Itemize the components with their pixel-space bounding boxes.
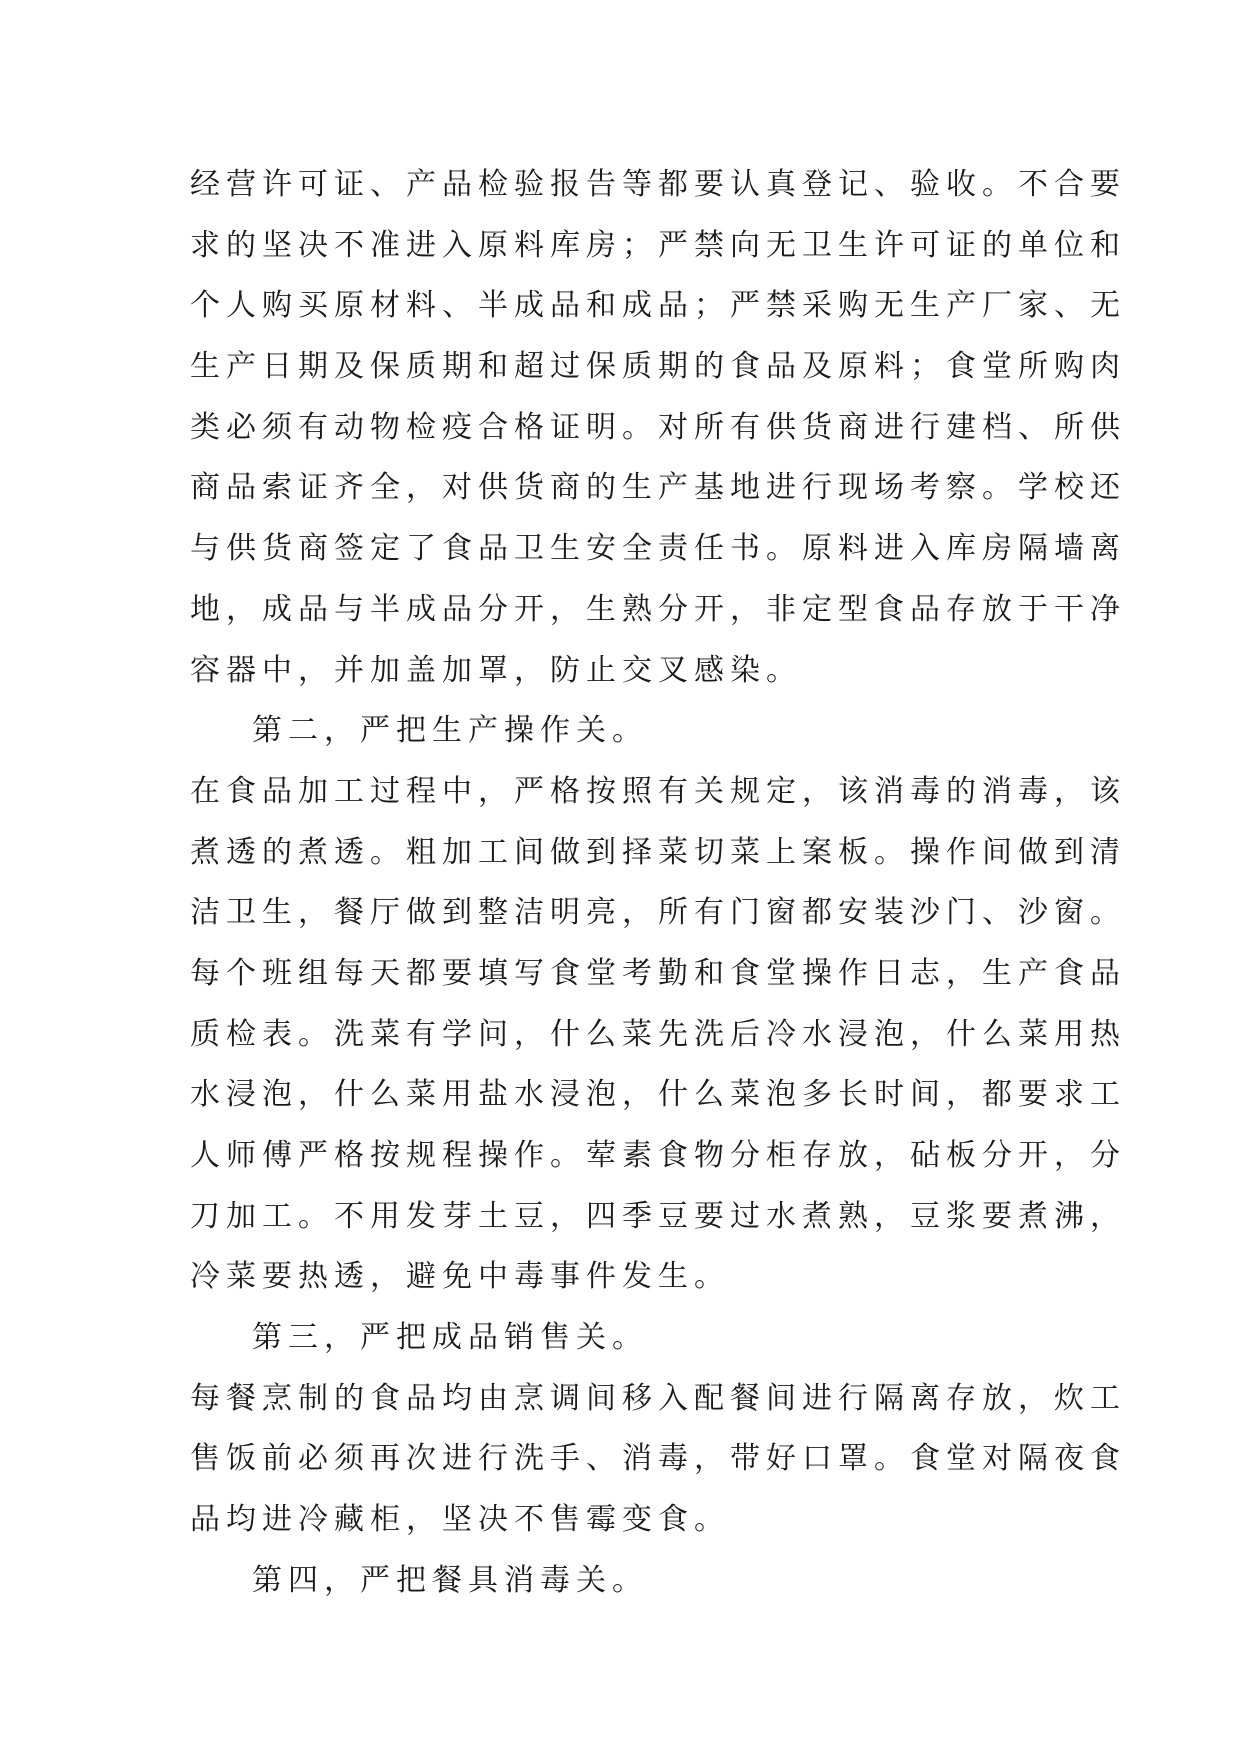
paragraph-line: 生产日期及保质期和超过保质期的食品及原料；食堂所购肉 xyxy=(190,349,1126,385)
paragraph-line: 与供货商签定了食品卫生安全责任书。原料进入库房隔墙离 xyxy=(190,531,1126,567)
paragraph-line: 求的坚决不准进入原料库房；严禁向无卫生许可证的单位和 xyxy=(190,227,1126,263)
paragraph-line: 每个班组每天都要填写食堂考勤和食堂操作日志，生产食品 xyxy=(190,955,1126,991)
paragraph-line: 经营许可证、产品检验报告等都要认真登记、验收。不合要 xyxy=(190,167,1126,202)
paragraph-line: 容器中，并加盖加罩，防止交叉感染。 xyxy=(190,652,802,688)
paragraph-line: 每餐烹制的食品均由烹调间移入配餐间进行隔离存放，炊工 xyxy=(190,1380,1126,1416)
paragraph-line: 洁卫生，餐厅做到整洁明亮，所有门窗都安装沙门、沙窗。 xyxy=(190,895,1126,931)
paragraph-line: 水浸泡，什么菜用盐水浸泡，什么菜泡多长时间，都要求工 xyxy=(190,1077,1126,1113)
paragraph-line: 在食品加工过程中，严格按照有关规定，该消毒的消毒，该 xyxy=(190,773,1126,809)
paragraph-line: 质检表。洗菜有学问，什么菜先洗后冷水浸泡，什么菜用热 xyxy=(190,1016,1126,1052)
paragraph-line: 商品索证齐全，对供货商的生产基地进行现场考察。学校还 xyxy=(190,470,1126,506)
document-body xyxy=(190,155,1126,1612)
paragraph-line: 个人购买原材料、半成品和成品；严禁采购无生产厂家、无 xyxy=(190,288,1126,324)
paragraph-line: 冷菜要热透，避免中毒事件发生。 xyxy=(190,1259,730,1295)
paragraph-line: 煮透的煮透。粗加工间做到择菜切菜上案板。操作间做到清 xyxy=(190,834,1126,870)
section-heading: 第二，严把生产操作关。 xyxy=(252,713,648,749)
paragraph-line: 刀加工。不用发芽土豆，四季豆要过水煮熟，豆浆要煮沸， xyxy=(190,1198,1126,1234)
section-heading: 第三，严把成品销售关。 xyxy=(252,1320,648,1356)
paragraph-line: 人师傅严格按规程操作。荤素食物分柜存放，砧板分开，分 xyxy=(190,1138,1126,1173)
paragraph-line: 类必须有动物检疫合格证明。对所有供货商进行建档、所供 xyxy=(190,409,1126,445)
paragraph-line: 售饭前必须再次进行洗手、消毒，带好口罩。食堂对隔夜食 xyxy=(190,1441,1126,1477)
paragraph-line: 品均进冷藏柜，坚决不售霉变食。 xyxy=(190,1502,730,1538)
paragraph-line: 地，成品与半成品分开，生熟分开，非定型食品存放于干净 xyxy=(190,591,1126,627)
section-heading: 第四，严把餐具消毒关。 xyxy=(252,1562,648,1598)
